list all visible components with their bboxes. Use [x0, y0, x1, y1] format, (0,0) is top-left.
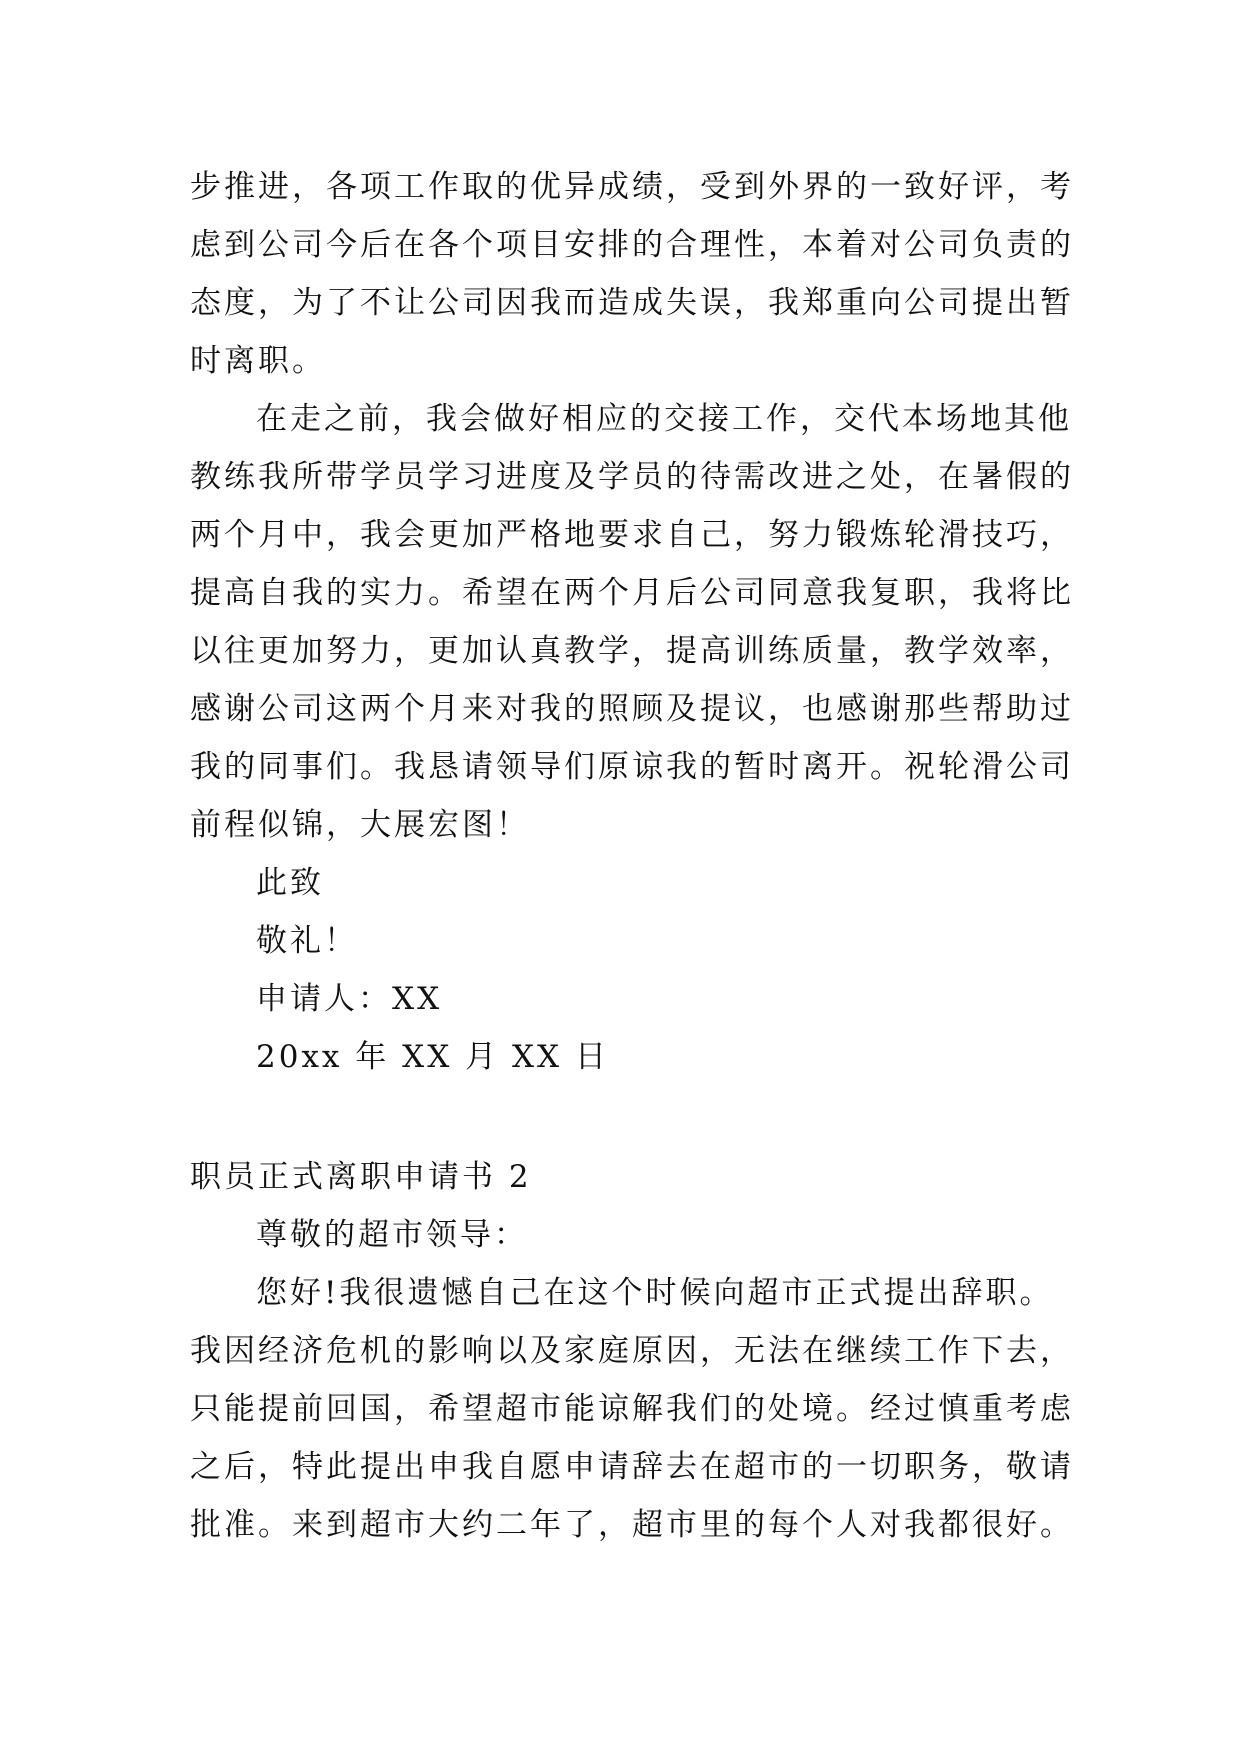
paragraph-line: 步推进，各项工作取的优异成绩，受到外界的一致好评，考 [190, 169, 1074, 205]
paragraph-line: 我的同事们。我恳请领导们原谅我的暂时离开。祝轮滑公司 [190, 749, 1074, 785]
date-line: 20xx 年 XX 月 XX 日 [256, 1039, 609, 1075]
section-gap [190, 1086, 1066, 1148]
salute-line: 敬礼！ [256, 923, 358, 959]
paragraph-line: 虑到公司今后在各个项目安排的合理性，本着对公司负责的 [190, 227, 1074, 263]
paragraph-line: 前程似锦，大展宏图！ [190, 807, 530, 843]
paragraph-line: 感谢公司这两个月来对我的照顾及提议，也感谢那些帮助过 [190, 691, 1074, 727]
paragraph-line: 我因经济危机的影响以及家庭原因，无法在继续工作下去， [190, 1333, 1074, 1369]
paragraph-line: 态度，为了不让公司因我而造成失误，我郑重向公司提出暂 [190, 285, 1074, 321]
paragraph-line: 批准。来到超市大约二年了，超市里的每个人对我都很好。 [190, 1507, 1074, 1543]
paragraph-line: 以往更加努力，更加认真教学，提高训练质量，教学效率， [190, 633, 1074, 669]
paragraph-line: 只能提前回国，希望超市能谅解我们的处境。经过慎重考虑 [190, 1391, 1074, 1427]
paragraph-line: 在走之前，我会做好相应的交接工作，交代本场地其他 [256, 401, 1072, 437]
paragraph-line: 您好!我很遗憾自己在这个时候向超市正式提出辞职。 [256, 1275, 1054, 1311]
paragraph-line: 之后，特此提出申我自愿申请辞去在超市的一切职务，敬请 [190, 1449, 1074, 1485]
document-body [190, 158, 1074, 1554]
paragraph-line: 教练我所带学员学习进度及学员的待需改进之处，在暑假的 [190, 459, 1074, 495]
section-title: 职员正式离职申请书 2 [190, 1159, 532, 1195]
paragraph-line: 提高自我的实力。希望在两个月后公司同意我复职，我将比 [190, 575, 1074, 611]
paragraph-line: 时离职。 [190, 343, 326, 379]
closing-line: 此致 [256, 865, 324, 901]
greeting-line: 尊敬的超市领导： [256, 1217, 528, 1253]
paragraph-line: 两个月中，我会更加严格地要求自己，努力锻炼轮滑技巧， [190, 517, 1074, 553]
applicant-line: 申请人：XX [256, 981, 443, 1017]
